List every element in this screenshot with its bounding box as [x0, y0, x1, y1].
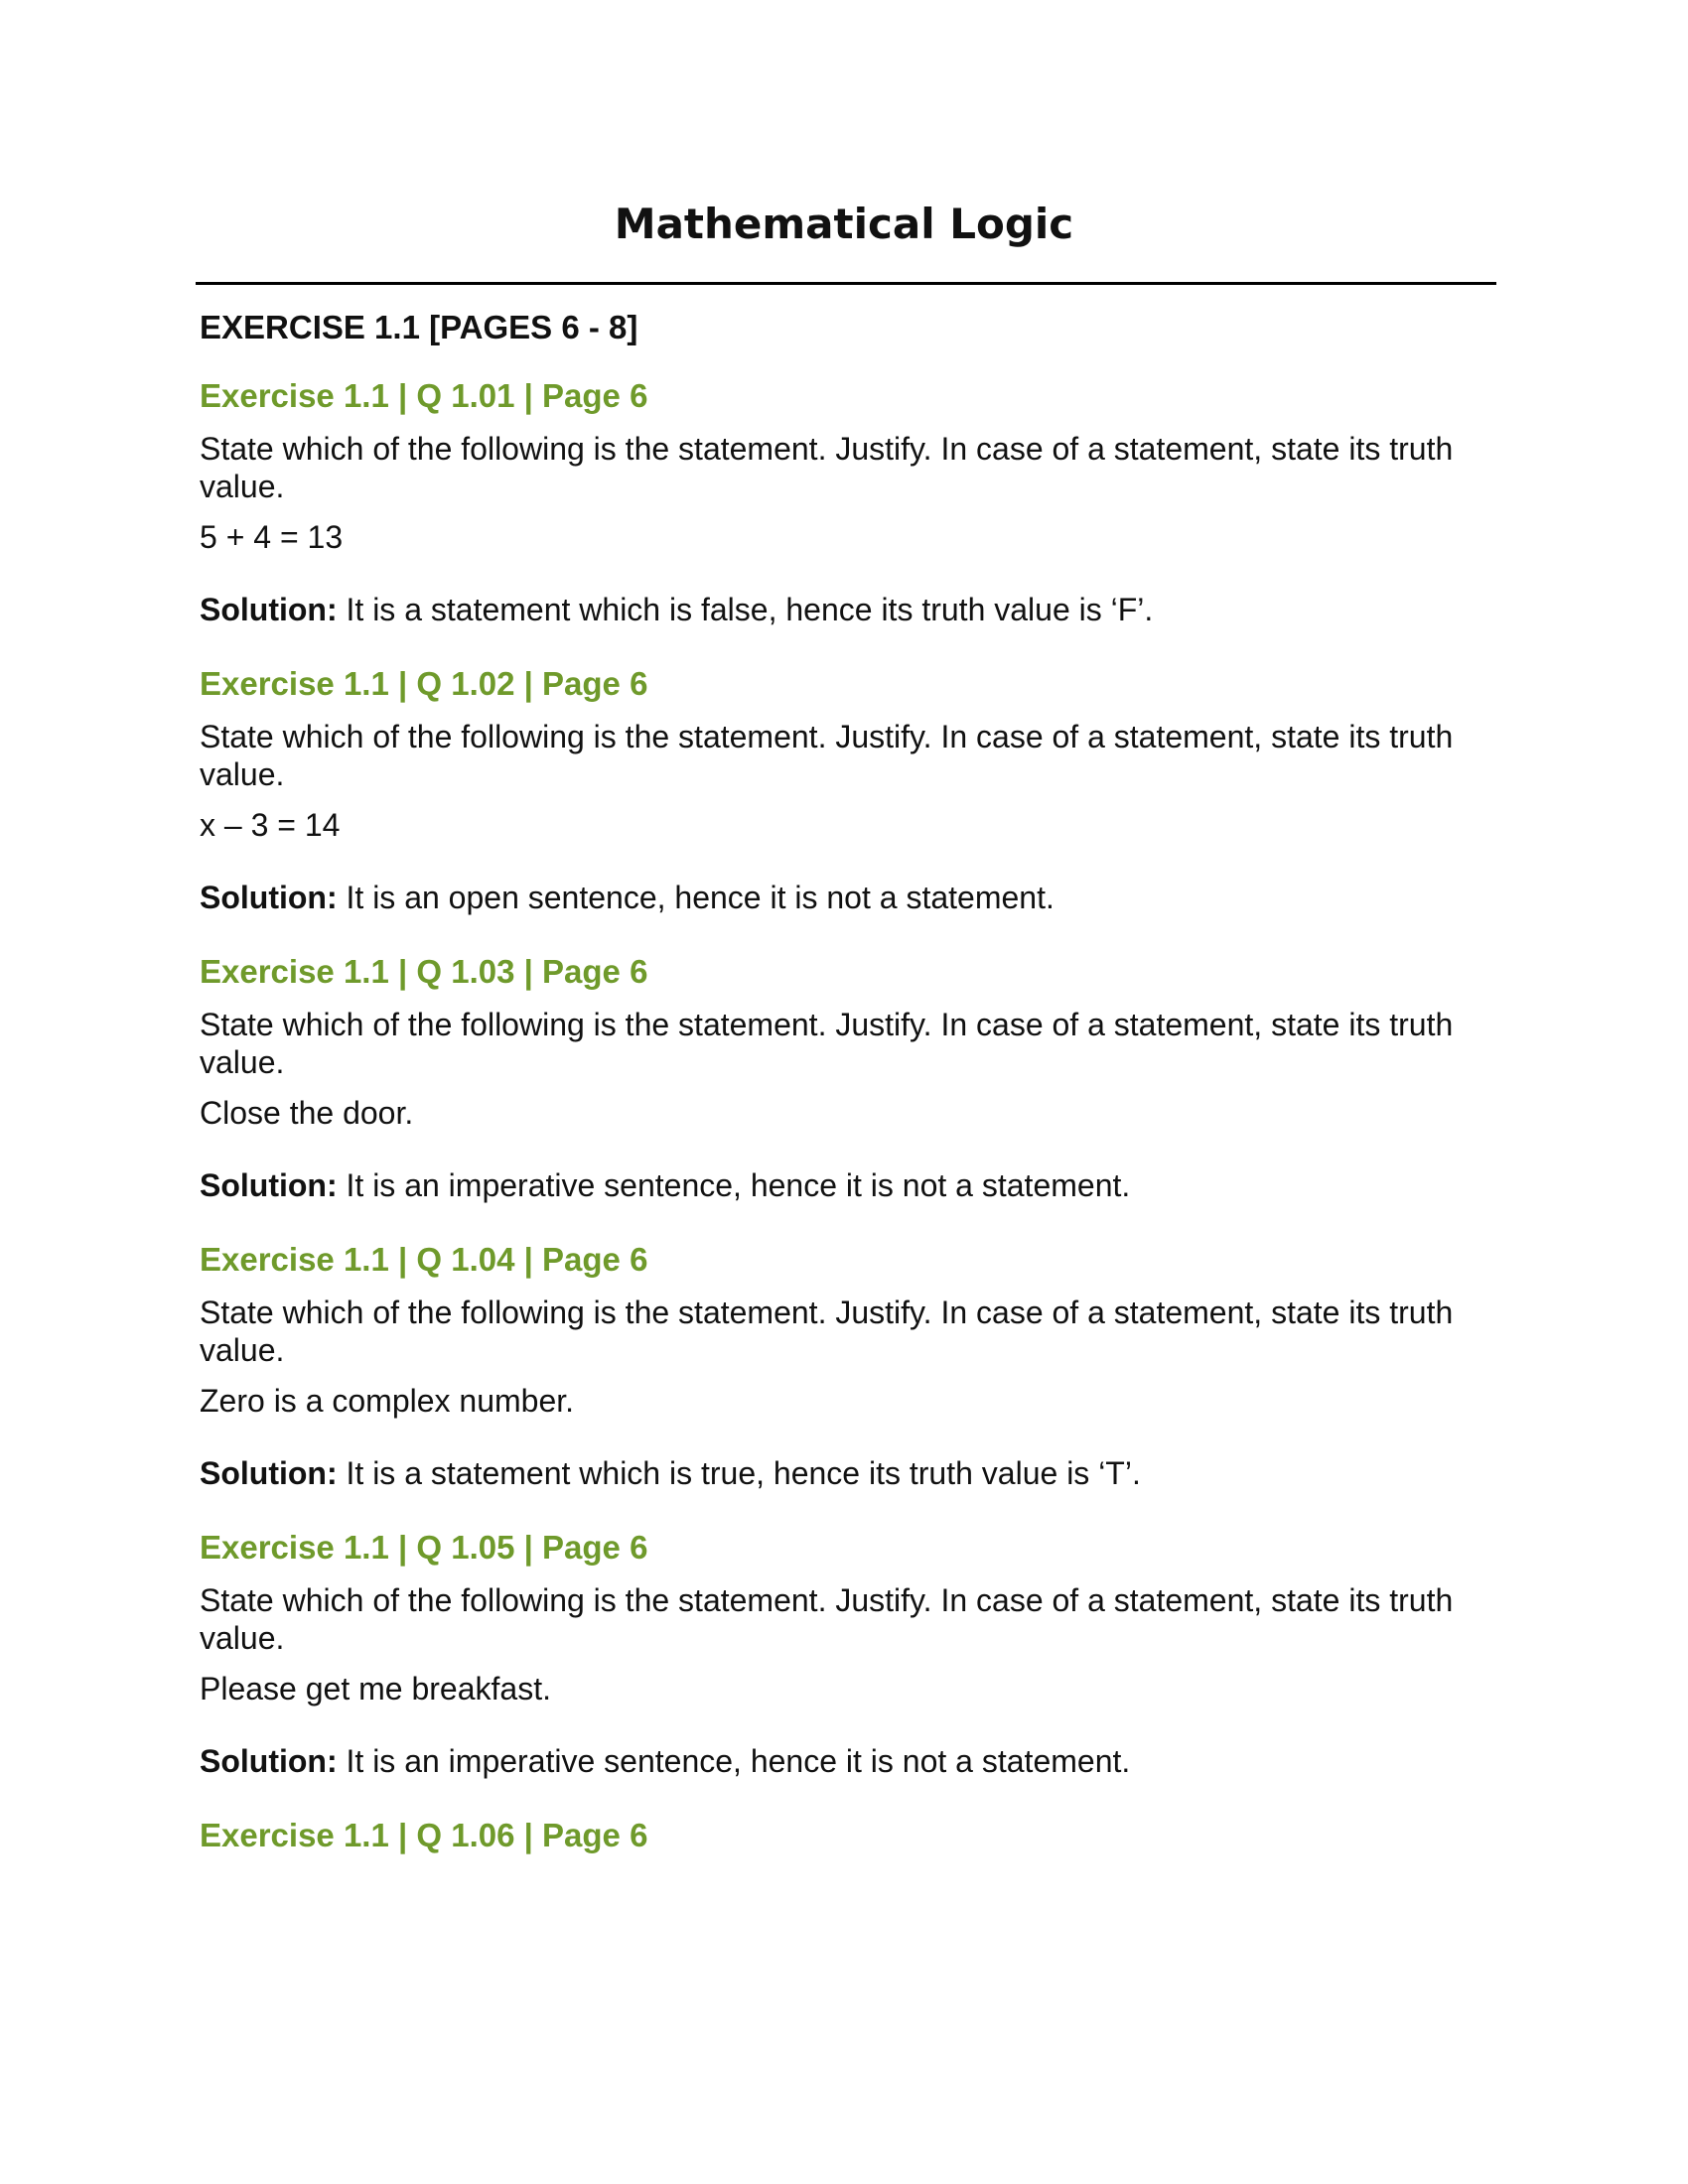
solution-text: It is a statement which is true, hence its truth value is ‘T’. [346, 1455, 1141, 1491]
solution-text: It is a statement which is false, hence its truth value is ‘F’. [337, 592, 1154, 627]
question-expression: 5 + 4 = 13 [200, 519, 344, 555]
solution [200, 1165, 1490, 1205]
solution-label: Solution: [200, 592, 338, 627]
question-heading: Exercise 1.1 | Q 1.03 | Page 6 [200, 953, 648, 990]
exercise-heading: EXERCISE 1.1 [PAGES 6 - 8] [200, 309, 638, 345]
question-expression: Please get me breakfast. [200, 1671, 551, 1706]
solution-text: It is an open sentence, hence it is not a statement. [346, 880, 1055, 915]
question-prompt: State which of the following is the statement. Justify. In case of a statement, state its truth value. [200, 431, 1454, 504]
question-expression: x – 3 = 14 [200, 807, 341, 843]
solution [200, 1741, 1490, 1781]
question-prompt: State which of the following is the statement. Justify. In case of a statement, state its truth value. [200, 719, 1454, 792]
solution-label: Solution: [200, 1743, 338, 1779]
question-prompt: State which of the following is the statement. Justify. In case of a statement, state its truth value. [200, 1582, 1454, 1656]
question-block [200, 950, 1490, 1205]
solution-label: Solution: [200, 1455, 338, 1491]
question-heading: Exercise 1.1 | Q 1.06 | Page 6 [200, 1817, 648, 1853]
solution-text: It is an imperative sentence, hence it is not a statement. [346, 1743, 1131, 1779]
question-prompt: State which of the following is the statement. Justify. In case of a statement, state its truth value. [200, 1007, 1454, 1080]
solution [200, 878, 1490, 917]
solution-label: Solution: [200, 880, 338, 915]
page-title: Mathematical Logic [614, 200, 1074, 248]
solution-label: Solution: [200, 1167, 338, 1203]
question-block [200, 662, 1490, 917]
solution [200, 1453, 1490, 1493]
question-block [200, 1814, 1490, 1857]
solution [200, 590, 1490, 629]
question-expression: Close the door. [200, 1095, 414, 1131]
question-heading: Exercise 1.1 | Q 1.02 | Page 6 [200, 665, 648, 702]
question-heading: Exercise 1.1 | Q 1.04 | Page 6 [200, 1241, 648, 1278]
question-heading: Exercise 1.1 | Q 1.05 | Page 6 [200, 1529, 648, 1566]
solution-text: It is an imperative sentence, hence it is not a statement. [346, 1167, 1131, 1203]
document-content [200, 303, 1490, 1869]
question-block [200, 1526, 1490, 1781]
question-block [200, 1238, 1490, 1493]
question-prompt: State which of the following is the statement. Justify. In case of a statement, state its truth value. [200, 1295, 1454, 1368]
title-divider [196, 282, 1496, 285]
question-heading: Exercise 1.1 | Q 1.01 | Page 6 [200, 377, 648, 414]
question-expression: Zero is a complex number. [200, 1383, 575, 1419]
question-block [200, 374, 1490, 629]
